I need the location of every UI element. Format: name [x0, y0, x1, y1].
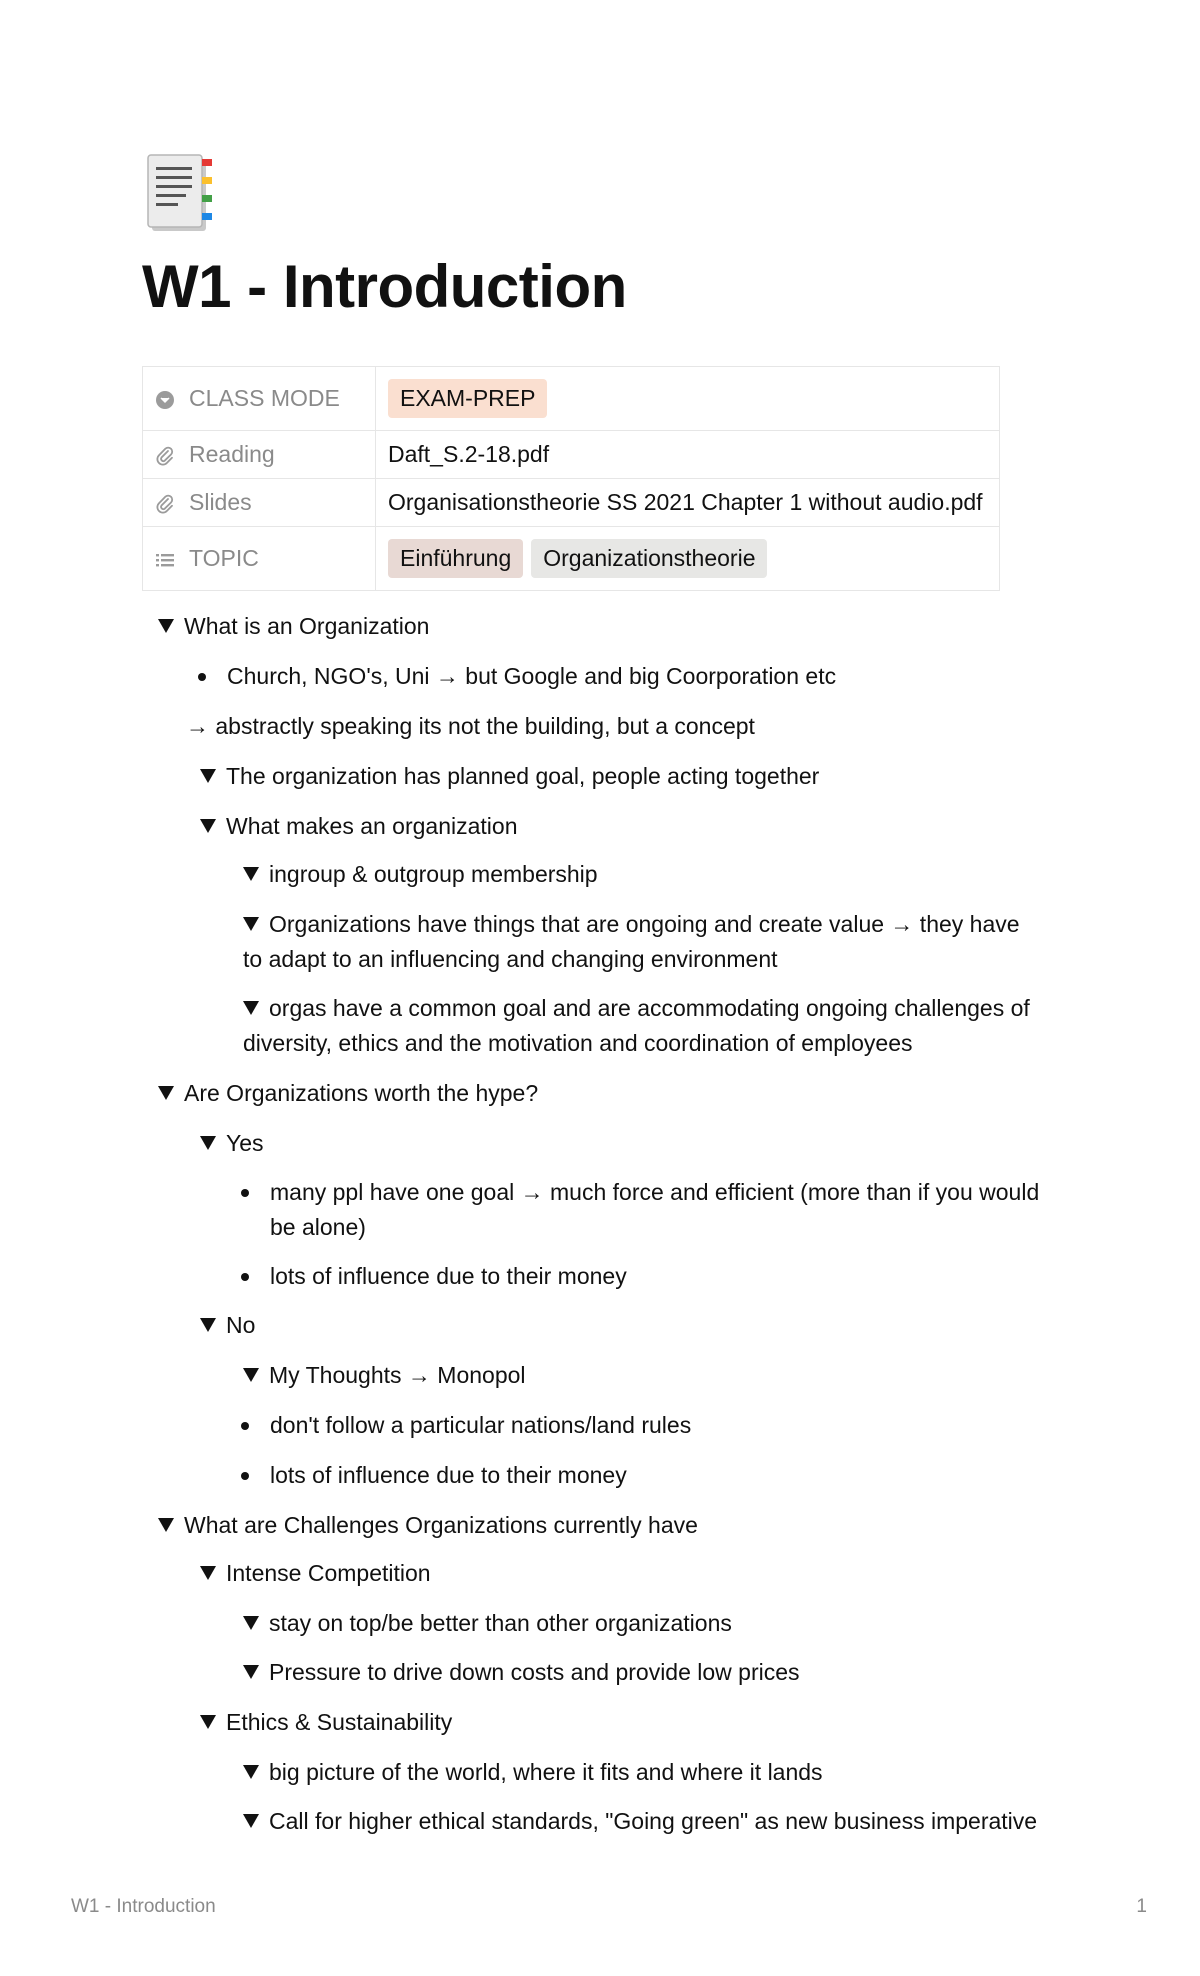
document-icon	[146, 151, 226, 241]
property-row	[143, 479, 1000, 527]
item-text: Are Organizations worth the hype?	[184, 1080, 539, 1106]
toggle-item	[200, 759, 819, 794]
item-text: orgas have a common goal and are accommodating ongoing challenges of	[269, 995, 1030, 1021]
toggle-triangle-icon[interactable]	[243, 1665, 259, 1679]
bullet-item	[270, 1458, 627, 1493]
page-title: W1 - Introduction	[142, 253, 627, 320]
toggle-triangle-icon[interactable]	[200, 1566, 216, 1580]
property-value-cell	[376, 431, 1000, 479]
toggle-triangle-icon[interactable]	[200, 819, 216, 833]
bullet-item	[270, 1408, 691, 1443]
toggle-triangle-icon[interactable]	[243, 1814, 259, 1828]
item-text: Call for higher ethical standards, "Going green" as new business imperative	[269, 1808, 1038, 1834]
item-text-continuation: diversity, ethics and the motivation and coordination of employees	[243, 1030, 913, 1056]
item-text: big picture of the world, where it fits and where it lands	[269, 1759, 823, 1785]
toggle-item	[200, 1705, 452, 1740]
item-text: lots of influence due to their money	[270, 1462, 627, 1488]
toggle-item	[158, 609, 429, 644]
item-text: Intense Competition	[226, 1560, 431, 1586]
toggle-triangle-icon[interactable]	[200, 1318, 216, 1332]
item-text-continuation: be alone)	[270, 1214, 366, 1240]
toggle-triangle-icon[interactable]	[243, 1616, 259, 1630]
toggle-item	[243, 907, 1020, 942]
property-name-cell	[143, 367, 376, 431]
item-text: What makes an organization	[226, 813, 518, 839]
property-value-cell	[376, 479, 1000, 527]
toggle-item	[200, 1126, 264, 1161]
property-value[interactable]: Organisationstheorie SS 2021 Chapter 1 without audio.pdf	[388, 489, 983, 515]
toggle-item	[158, 1076, 538, 1111]
item-text: What are Challenges Organizations currently have	[184, 1512, 698, 1538]
property-name: TOPIC	[189, 545, 259, 571]
item-text: Yes	[226, 1130, 264, 1156]
toggle-triangle-icon[interactable]	[243, 1001, 259, 1015]
property-name-cell	[143, 527, 376, 591]
toggle-triangle-icon[interactable]	[200, 769, 216, 783]
toggle-triangle-icon[interactable]	[243, 917, 259, 931]
property-row	[143, 431, 1000, 479]
toggle-item	[200, 1556, 431, 1591]
toggle-item	[243, 991, 1030, 1026]
toggle-item	[200, 1308, 255, 1343]
property-value-cell	[376, 367, 1000, 431]
property-value-cell	[376, 527, 1000, 591]
item-text: What is an Organization	[184, 613, 430, 639]
bullet-dot-icon	[241, 1422, 249, 1430]
toggle-item	[158, 1508, 698, 1543]
select-icon	[155, 389, 175, 409]
toggle-triangle-icon[interactable]	[158, 619, 174, 633]
text-item	[186, 709, 755, 744]
bullet-dot-icon	[241, 1273, 249, 1281]
item-text: many ppl have one goal → much force and efficient (more than if you would	[270, 1179, 1040, 1205]
tag[interactable]: Einführung	[388, 539, 523, 578]
toggle-triangle-icon[interactable]	[243, 1765, 259, 1779]
toggle-item	[243, 1804, 1037, 1839]
toggle-item	[243, 1755, 823, 1790]
item-text: My Thoughts → Monopol	[269, 1362, 526, 1388]
toggle-item	[243, 1358, 526, 1393]
item-text: Organizations have things that are ongoing and create value → they have	[269, 911, 1020, 937]
toggle-triangle-icon[interactable]	[158, 1518, 174, 1532]
toggle-item	[243, 857, 598, 892]
bullet-item	[270, 1259, 627, 1294]
footer-title: W1 - Introduction	[71, 1896, 216, 1917]
item-text: No	[226, 1312, 256, 1338]
toggle-item	[200, 809, 518, 844]
property-row	[143, 367, 1000, 431]
bullet-item	[270, 1175, 1039, 1210]
bullet-dot-icon	[241, 1472, 249, 1480]
list-icon	[155, 549, 175, 569]
property-name: CLASS MODE	[189, 385, 340, 411]
property-name: Slides	[189, 489, 252, 515]
toggle-item	[243, 1655, 800, 1690]
item-text: The organization has planned goal, people acting together	[226, 763, 820, 789]
tag[interactable]: Organizationstheorie	[531, 539, 767, 578]
toggle-triangle-icon[interactable]	[158, 1086, 174, 1100]
bullet-item	[227, 659, 836, 694]
property-name-cell	[143, 479, 376, 527]
item-text: ingroup & outgroup membership	[269, 861, 598, 887]
bullet-dot-icon	[198, 673, 206, 681]
item-text: Ethics & Sustainability	[226, 1709, 453, 1735]
toggle-triangle-icon[interactable]	[243, 867, 259, 881]
tag[interactable]: EXAM-PREP	[388, 379, 547, 418]
item-text: Church, NGO's, Uni → but Google and big Coorporation etc	[227, 663, 837, 689]
toggle-triangle-icon[interactable]	[243, 1368, 259, 1382]
item-text: lots of influence due to their money	[270, 1263, 627, 1289]
paperclip-icon	[155, 445, 175, 465]
property-row	[143, 527, 1000, 591]
property-name: Reading	[189, 441, 275, 467]
item-text: don't follow a particular nations/land rules	[270, 1412, 692, 1438]
footer-page-number: 1	[1136, 1896, 1147, 1917]
item-text-continuation: to adapt to an influencing and changing environment	[243, 946, 778, 972]
properties-table	[142, 366, 1000, 591]
paperclip-icon	[155, 493, 175, 513]
toggle-triangle-icon[interactable]	[200, 1136, 216, 1150]
bullet-dot-icon	[241, 1189, 249, 1197]
toggle-item	[243, 1606, 732, 1641]
property-value[interactable]: Daft_S.2-18.pdf	[388, 441, 550, 467]
item-text: → abstractly speaking its not the building, but a concept	[186, 713, 755, 739]
item-text: stay on top/be better than other organizations	[269, 1610, 732, 1636]
item-text: Pressure to drive down costs and provide low prices	[269, 1659, 800, 1685]
property-name-cell	[143, 431, 376, 479]
toggle-triangle-icon[interactable]	[200, 1715, 216, 1729]
